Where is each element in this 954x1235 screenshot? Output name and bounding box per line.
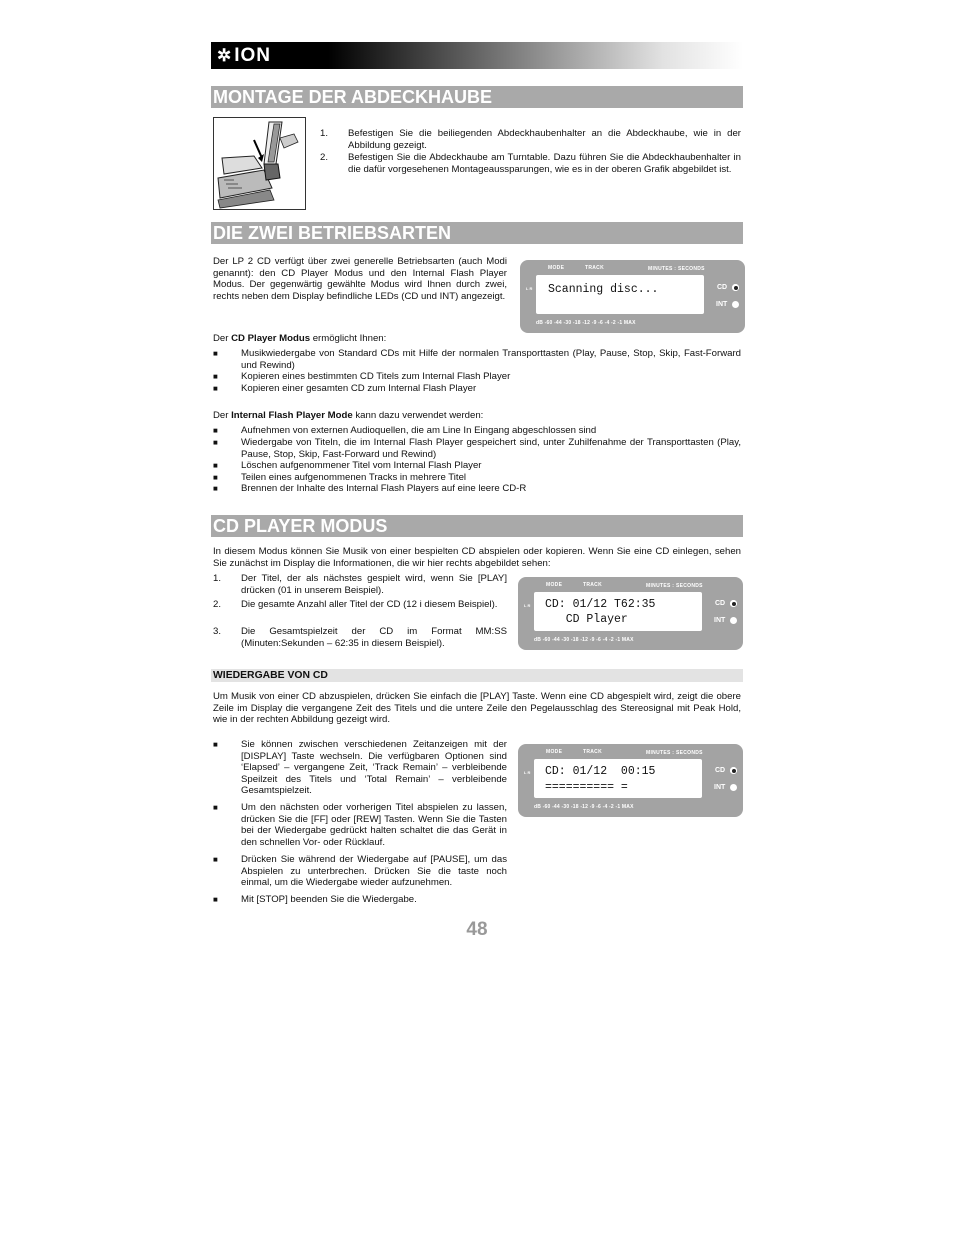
lcd-line-1: CD: 01/12 00:15: [545, 765, 656, 778]
lcd-led-cd-label: CD: [717, 284, 728, 291]
list-item: [213, 854, 507, 890]
cd-mode-intro: In diesem Modus können Sie Musik von einer bespielten CD abspielen oder kopieren. Wenn Sie eine CD einlegen, sehen Sie zunächst im Display die Informationen, die wir hier rechts abgebildet sehen:: [213, 546, 741, 569]
lcd-screen: [536, 275, 704, 314]
lcd-label-mode: MODE: [548, 265, 565, 271]
cd-mode-lead: [213, 333, 741, 345]
bullet-icon: ■: [213, 740, 218, 749]
cd-mode-step-2: [213, 599, 507, 623]
led-cd-indicator-icon: [730, 600, 737, 607]
bullet-icon: ■: [213, 484, 218, 493]
lcd-screen: [534, 592, 702, 631]
bullet-icon: ■: [213, 349, 218, 358]
logo-text: ION: [234, 45, 272, 66]
list-item: [213, 802, 507, 850]
lcd-led-cd-label: CD: [715, 767, 726, 774]
lcd-line-1: Scanning disc...: [548, 283, 659, 296]
ion-star-icon: ✲: [217, 46, 233, 65]
section-title-cd-player-mode: CD PLAYER MODUS: [211, 515, 743, 537]
led-int-indicator-icon: [730, 784, 737, 791]
lcd-level-bars: ========== =: [545, 781, 628, 794]
lcd-led-cd-label: CD: [715, 600, 726, 607]
bullet-text: Brennen der Inhalte des Internal Flash Players auf eine leere CD-R: [241, 483, 527, 494]
lead-text: Der: [213, 410, 232, 421]
bullet-text: Sie können zwischen verschiedenen Zeitanzeigen mit der [DISPLAY] Taste wechseln. Die verfügbaren Optionen sind ‘Elapsed’ – vergangene Zeit, ‘Track Remain’ – verbleibende Speilzeit des Titels und ‘Total Remain’ – verbleibende Gesamtspielzeit.: [241, 739, 507, 797]
step-text: Der Titel, der als nächstes gespielt wird, wenn Sie [PLAY] drücken (01 in unserem Beispiel).: [241, 573, 507, 596]
section-title-modes: DIE ZWEI BETRIEBSARTEN: [211, 222, 743, 244]
step-number: 2.: [320, 152, 329, 163]
lcd-level-meter: dB -60 -44 -30 -18 -12 -9 -6 -4 -2 -1 MAX: [534, 804, 634, 810]
lcd-side-label: L R: [526, 286, 533, 291]
lcd-side-label: L R: [524, 770, 531, 775]
bullet-text: Um den nächsten oder vorherigen Titel abspielen zu lassen, drücken Sie die [FF] oder [REW] Tasten. Wenn Sie die Tasten bei der Wiedergabe gedrückt halten schaltet die das Gerät in den schnellen Vor- oder Rücklauf.: [241, 802, 507, 848]
montage-step-1: [320, 128, 741, 152]
modes-intro: Der LP 2 CD verfügt über zwei generelle Betriebsarten (auch Modi genannt): den CD Player Modus und den Internal Flash Player Modus. Der gegenwärtig gewählte Modus wird Ihnen durch zwei, rechts neben dem Display befindliche LEDs (CD und INT) angezeigt.: [213, 256, 507, 302]
dust-cover-illustration: [213, 117, 306, 210]
lead-text: kann dazu verwendet werden:: [352, 410, 484, 421]
bullet-icon: ■: [213, 384, 218, 393]
bullet-text: Drücken Sie während der Wiedergabe auf [PAUSE], um das Abspielen zu unterbrechen. Drücken Sie die taste noch einmal, um die Wiedergabe wieder aufzunehmen.: [241, 854, 507, 889]
bullet-text: Musikwiedergabe von Standard CDs mit Hilfe der normalen Transporttasten (Play, Pause, Stop, Skip, Fast-Forward und Rewind): [241, 348, 741, 371]
led-int-indicator-icon: [732, 301, 739, 308]
step-number: 2.: [213, 599, 222, 610]
lcd-label-minsec: MINUTES : SECONDS: [646, 583, 703, 589]
step-text: Die Gesamtspielzeit der CD im Format MM:SS (Minuten:Sekunden – 62:35 in diesem Beispiel).: [241, 626, 507, 649]
dust-cover-hinge-icon: [214, 118, 305, 209]
page-number: 48: [466, 919, 488, 940]
list-item: [213, 437, 741, 461]
lcd-display-cd-info: [518, 577, 743, 650]
bullet-icon: ■: [213, 473, 218, 482]
bullet-text: Wiedergabe von Titeln, die im Internal Flash Player gespeichert sind, unter Zuhilfenahme der Transporttasten (Play, Pause, Stop, Skip, Fast-Forward und Rewind): [241, 437, 741, 460]
step-text: Befestigen Sie die beiliegenden Abdeckhaubenhalter an die Abdeckhaube, wie in der Abbildung gezeigt.: [348, 128, 741, 151]
lcd-level-meter: dB -60 -44 -30 -18 -12 -9 -6 -4 -2 -1 MAX: [534, 637, 634, 643]
list-item: [213, 739, 507, 799]
bullet-text: Kopieren einer gesamten CD zum Internal Flash Player: [241, 383, 477, 394]
lead-bold: CD Player Modus: [231, 333, 311, 344]
led-int-indicator-icon: [730, 617, 737, 624]
list-item: [213, 371, 741, 383]
playback-intro: Um Musik von einer CD abzuspielen, drücken Sie einfach die [PLAY] Taste. Wenn eine CD abgespielt wird, zeigt die obere Zeile im Display die vergangene Zeit des Titels und die untere Zeile den Pegelausschlag des Stereosignal mit Peak Hold, wie in der rechten Abbildung gezeigt wird.: [213, 691, 741, 726]
bullet-icon: ■: [213, 461, 218, 470]
section-title-montage: MONTAGE DER ABDECKHAUBE: [211, 86, 743, 108]
led-cd-indicator-icon: [732, 284, 739, 291]
list-item: [213, 348, 741, 372]
bullet-text: Teilen eines aufgenommenen Tracks in mehrere Titel: [241, 472, 467, 483]
lcd-display-scanning: [520, 260, 745, 333]
step-text: Die gesamte Anzahl aller Titel der CD (12 i diesem Beispiel).: [241, 599, 498, 610]
int-mode-lead: [213, 410, 741, 422]
lcd-level-meter: dB -60 -44 -30 -18 -12 -9 -6 -4 -2 -1 MAX: [536, 320, 636, 326]
lcd-led-int-label: INT: [716, 301, 728, 308]
list-item: [213, 894, 507, 906]
list-item: [213, 425, 741, 437]
step-number: 1.: [213, 573, 222, 584]
lcd-label-track: TRACK: [583, 582, 602, 588]
lcd-label-track: TRACK: [585, 265, 604, 271]
bullet-icon: ■: [213, 803, 218, 812]
lcd-label-mode: MODE: [546, 749, 563, 755]
ion-logo: [217, 46, 271, 65]
lcd-label-mode: MODE: [546, 582, 563, 588]
cd-mode-step-1: [213, 573, 507, 597]
header-bar: [211, 42, 743, 69]
bullet-text: Löschen aufgenommener Titel vom Internal Flash Player: [241, 460, 482, 471]
led-cd-indicator-icon: [730, 767, 737, 774]
bullet-icon: ■: [213, 372, 218, 381]
bullet-text: Aufnehmen von externen Audioquellen, die am Line In Eingang abgeschlossen sind: [241, 425, 597, 436]
lcd-screen: [534, 759, 702, 798]
lcd-led-int-label: INT: [714, 784, 726, 791]
list-item: [213, 460, 741, 472]
lcd-label-minsec: MINUTES : SECONDS: [646, 750, 703, 756]
bullet-text: Kopieren eines bestimmten CD Titels zum Internal Flash Player: [241, 371, 511, 382]
montage-step-2: [320, 152, 741, 188]
list-item: [213, 483, 741, 495]
lcd-side-label: L R: [524, 603, 531, 608]
subsection-title-playback: WIEDERGABE VON CD: [211, 669, 743, 682]
step-number: 3.: [213, 626, 222, 637]
lead-bold: Internal Flash Player Mode: [231, 410, 353, 421]
lcd-led-int-label: INT: [714, 617, 726, 624]
list-item: [213, 383, 741, 395]
bullet-icon: ■: [213, 438, 218, 447]
lcd-line-1: CD: 01/12 T62:35: [545, 598, 656, 611]
step-number: 1.: [320, 128, 329, 139]
lcd-display-playback: [518, 744, 743, 817]
step-text: Befestigen Sie die Abdeckhaube am Turntable. Dazu führen Sie die Abdeckhaubenhalter in die dafür vorgesehenen Montageaussparungen, wie es in der oberen Grafik abgebildet ist.: [348, 152, 741, 175]
lcd-label-minsec: MINUTES : SECONDS: [648, 266, 705, 272]
lead-text: Der: [213, 333, 232, 344]
bullet-text: Mit [STOP] beenden Sie die Wiedergabe.: [241, 894, 417, 905]
lead-text: ermöglicht Ihnen:: [310, 333, 387, 344]
bullet-icon: ■: [213, 895, 218, 904]
cd-mode-step-3: [213, 626, 507, 650]
bullet-icon: ■: [213, 855, 218, 864]
lcd-label-track: TRACK: [583, 749, 602, 755]
lcd-line-2: CD Player: [545, 613, 628, 626]
bullet-icon: ■: [213, 426, 218, 435]
